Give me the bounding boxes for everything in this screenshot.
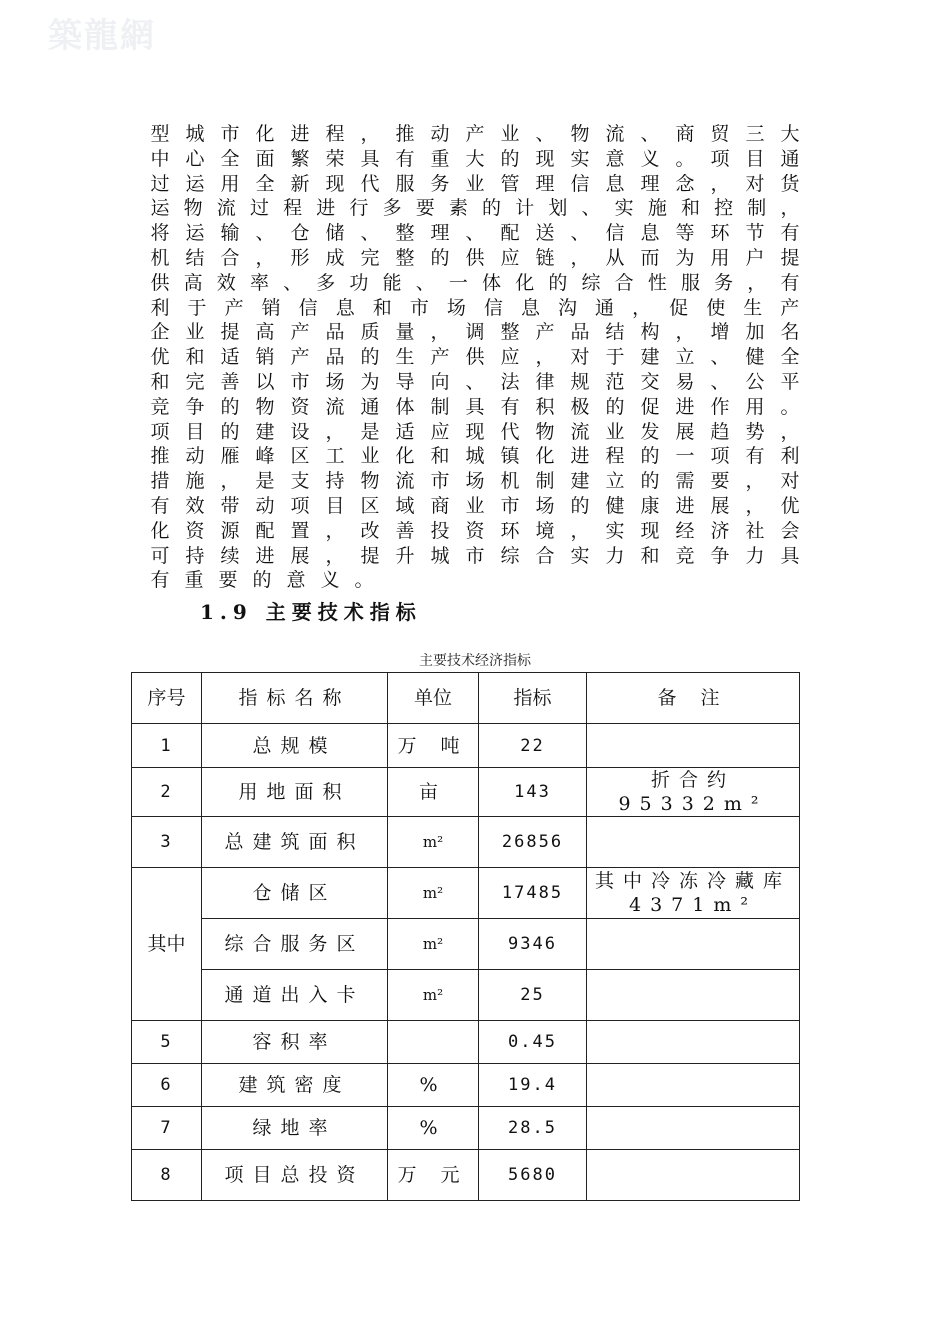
cell-note: 折合约95332m²	[587, 768, 800, 817]
cell-name: 容积率	[202, 1021, 388, 1064]
cell-seq: 8	[132, 1150, 202, 1201]
cell-note	[587, 919, 800, 970]
table-row	[132, 768, 800, 817]
table-caption: 主要技术经济指标	[419, 653, 531, 669]
cell-unit: 万 元	[388, 1150, 479, 1201]
paragraph-line: 项 目 的 建 设 ， 是 适 应 现 代 物 流 业 发 展 趋 势 ，	[150, 420, 800, 443]
header-value: 指标	[479, 673, 587, 724]
cell-note	[587, 1150, 800, 1201]
cell-unit: m²	[388, 919, 479, 970]
paragraph-line: 过 运 用 全 新 现 代 服 务 业 管 理 信 息 理 念 ， 对 货	[150, 172, 800, 195]
table-row	[132, 1021, 800, 1064]
cell-seq: 5	[132, 1021, 202, 1064]
table-row	[132, 919, 800, 970]
section-heading: 1.9 主要技术指标	[200, 600, 422, 624]
paragraph-line: 利 于 产 销 信 息 和 市 场 信 息 沟 通 ， 促 使 生 产	[150, 296, 800, 319]
paragraph-line: 化 资 源 配 置 ， 改 善 投 资 环 境 ， 实 现 经 济 社 会	[150, 519, 800, 542]
cell-name: 绿地率	[202, 1107, 388, 1150]
paragraph-line: 型 城 市 化 进 程 ， 推 动 产 业 、 物 流 、 商 贸 三 大	[150, 123, 800, 145]
header-unit: 单位	[388, 673, 479, 724]
cell-unit: m²	[388, 817, 479, 868]
cell-value: 9346	[479, 919, 587, 970]
table-row	[132, 970, 800, 1021]
cell-name: 用地面积	[202, 768, 388, 817]
table-header-row	[132, 673, 800, 724]
paragraph-line: 中 心 全 面 繁 荣 具 有 重 大 的 现 实 意 义 。 项 目 通	[150, 147, 800, 170]
indicators-table	[131, 672, 800, 1201]
cell-unit: m²	[388, 970, 479, 1021]
table-row	[132, 1107, 800, 1150]
cell-value: 26856	[479, 817, 587, 868]
cell-note: 其中冷冻冷藏库4371m²	[587, 868, 800, 919]
cell-unit: %	[388, 1107, 479, 1150]
cell-note	[587, 817, 800, 868]
paragraph-line: 运 物 流 过 程 进 行 多 要 素 的 计 划 、 实 施 和 控 制 ，	[150, 197, 800, 220]
watermark-logo: 築龍網	[48, 16, 156, 56]
table-row	[132, 868, 800, 919]
cell-name: 建筑密度	[202, 1064, 388, 1107]
cell-note	[587, 1107, 800, 1150]
paragraph-line: 推 动 雁 峰 区 工 业 化 和 城 镇 化 进 程 的 一 项 有 利	[150, 445, 800, 468]
cell-unit	[388, 1021, 479, 1064]
paragraph-line: 机 结 合 ， 形 成 完 整 的 供 应 链 ， 从 而 为 用 户 提	[150, 246, 800, 269]
cell-value: 5680	[479, 1150, 587, 1201]
cell-value: 19.4	[479, 1064, 587, 1107]
cell-name: 项目总投资	[202, 1150, 388, 1201]
paragraph-line: 供 高 效 率 、 多 功 能 、 一 体 化 的 综 合 性 服 务 ， 有	[150, 271, 800, 294]
paragraph-line: 可 持 续 进 展 ， 提 升 城 市 综 合 实 力 和 竞 争 力 具	[150, 544, 800, 567]
paragraph-line: 有 效 带 动 项 目 区 域 商 业 市 场 的 健 康 进 展 ， 优	[150, 494, 800, 517]
paragraph-line: 措 施 ， 是 支 持 物 流 市 场 机 制 建 立 的 需 要 ， 对	[150, 470, 800, 493]
cell-name: 仓储区	[202, 868, 388, 919]
paragraph-line: 企 业 提 高 产 品 质 量 ， 调 整 产 品 结 构 ， 增 加 名	[150, 321, 800, 344]
paragraph-line: 优 和 适 销 产 品 的 生 产 供 应 ， 对 于 建 立 、 健 全	[150, 346, 800, 369]
cell-unit: %	[388, 1064, 479, 1107]
cell-note	[587, 724, 800, 768]
cell-seq: 3	[132, 817, 202, 868]
cell-unit: m²	[388, 868, 479, 919]
paragraph-line: 有 重 要 的 意 义 。	[150, 569, 374, 592]
table-row	[132, 1150, 800, 1201]
cell-unit: 万 吨	[388, 724, 479, 768]
paragraph-line: 将 运 输 、 仓 储 、 整 理 、 配 送 、 信 息 等 环 节 有	[150, 222, 800, 245]
cell-value: 25	[479, 970, 587, 1021]
group-label-cell: 其中	[132, 868, 202, 1021]
paragraph-line: 和 完 善 以 市 场 为 导 向 、 法 律 规 范 交 易 、 公 平	[150, 370, 800, 393]
header-seq: 序号	[132, 673, 202, 724]
cell-seq: 7	[132, 1107, 202, 1150]
header-name: 指标名称	[202, 673, 388, 724]
table-row	[132, 817, 800, 868]
cell-value: 0.45	[479, 1021, 587, 1064]
body-paragraph	[150, 122, 800, 593]
cell-note	[587, 1064, 800, 1107]
cell-note	[587, 1021, 800, 1064]
cell-value: 22	[479, 724, 587, 768]
cell-name: 总建筑面积	[202, 817, 388, 868]
paragraph-line: 竞 争 的 物 资 流 通 体 制 具 有 积 极 的 促 进 作 用 。	[150, 395, 800, 418]
cell-seq: 6	[132, 1064, 202, 1107]
cell-seq: 2	[132, 768, 202, 817]
cell-name: 综合服务区	[202, 919, 388, 970]
table-row	[132, 724, 800, 768]
cell-value: 143	[479, 768, 587, 817]
cell-value: 28.5	[479, 1107, 587, 1150]
table-row	[132, 1064, 800, 1107]
cell-value: 17485	[479, 868, 587, 919]
cell-note	[587, 970, 800, 1021]
cell-name: 通道出入卡	[202, 970, 388, 1021]
cell-name: 总规模	[202, 724, 388, 768]
header-note: 备 注	[587, 673, 800, 724]
cell-seq: 1	[132, 724, 202, 768]
cell-unit: 亩	[388, 768, 479, 817]
